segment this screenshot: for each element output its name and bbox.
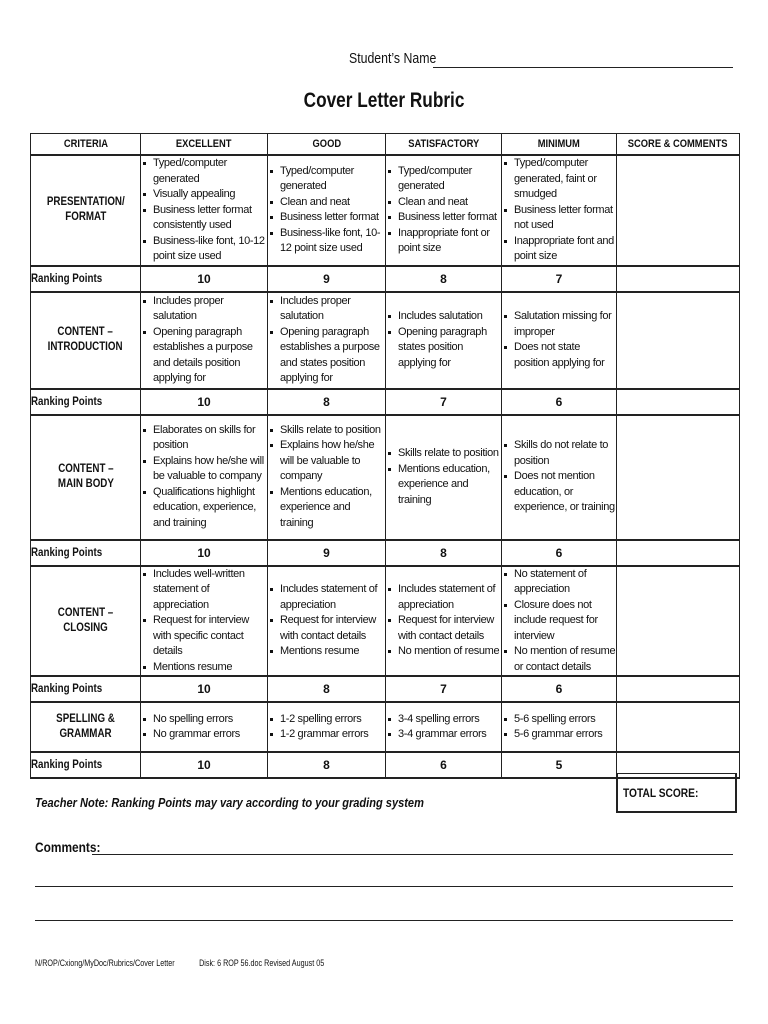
rubric-cell <box>502 292 617 389</box>
criterion-bullet: Includes proper salutation <box>268 294 385 325</box>
ranking-points-value: 9 <box>268 266 386 292</box>
column-header: SATISFACTORY <box>386 134 502 156</box>
criteria-name <box>31 415 141 540</box>
criterion-bullet: Skills do not relate to position <box>502 438 616 469</box>
ranking-points-value: 5 <box>502 752 617 778</box>
rubric-cell <box>268 292 386 389</box>
criteria-row <box>31 702 740 752</box>
ranking-points-value: 6 <box>502 676 617 702</box>
criteria-name-line: CONTENT – <box>57 463 114 475</box>
criteria-name-line: GRAMMAR <box>59 728 112 740</box>
criterion-bullet: 3-4 grammar errors <box>386 727 501 743</box>
rubric-cell <box>386 155 502 266</box>
criterion-bullet: No mention of resume <box>386 644 501 660</box>
criterion-bullet: Typed/computer generated <box>141 156 267 187</box>
criteria-name-line: PRESENTATION/ <box>46 196 125 209</box>
criterion-bullet: Opening paragraph establishes a purpose and states position applying for <box>268 325 385 387</box>
ranking-points-value: 8 <box>268 389 386 415</box>
criterion-bullet: Does not state position applying for <box>502 340 616 371</box>
comments-line[interactable] <box>35 920 733 921</box>
criteria-row <box>31 292 740 389</box>
criterion-bullet: 3-4 spelling errors <box>386 712 501 728</box>
criterion-bullet: Includes salutation <box>386 309 501 325</box>
rubric-table <box>30 133 740 779</box>
criteria-row <box>31 566 740 677</box>
ranking-points-value: 6 <box>502 540 617 566</box>
score-comments-cell[interactable] <box>617 292 740 389</box>
criterion-bullet: Request for interview with specific contact details <box>141 613 267 660</box>
ranking-points-value: 10 <box>141 540 268 566</box>
ranking-points-value: 9 <box>268 540 386 566</box>
rubric-cell <box>386 566 502 677</box>
ranking-points-value: 6 <box>502 389 617 415</box>
comments-line[interactable] <box>35 886 733 887</box>
criterion-bullet: No grammar errors <box>141 727 267 743</box>
rubric-cell <box>141 415 268 540</box>
criterion-bullet: Request for interview with contact details <box>268 613 385 644</box>
rubric-cell <box>268 566 386 677</box>
student-name-line[interactable] <box>433 67 733 68</box>
ranking-points-value: 8 <box>386 540 502 566</box>
criterion-bullet: Skills relate to position <box>268 423 385 439</box>
score-comments-cell[interactable] <box>617 566 740 677</box>
rubric-cell <box>386 415 502 540</box>
criterion-bullet: Clean and neat <box>268 195 385 211</box>
criterion-bullet: Typed/computer generated, faint or smudged <box>502 156 616 203</box>
footer-path: N/ROP/Cxiong/MyDoc/Rubrics/Cover Letter <box>35 958 175 968</box>
criterion-bullet: Request for interview with contact details <box>386 613 501 644</box>
criterion-bullet: Business letter format <box>386 210 501 226</box>
ranking-points-value: 7 <box>386 676 502 702</box>
criterion-bullet: Does not mention education, or experience, or training <box>502 469 616 516</box>
ranking-points-row <box>31 540 740 566</box>
rubric-cell <box>502 415 617 540</box>
rubric-cell <box>268 155 386 266</box>
ranking-points-value: 8 <box>268 752 386 778</box>
criteria-name <box>31 566 141 677</box>
criterion-bullet: Business-like font, 10-12 point size used <box>268 226 385 257</box>
ranking-points-row <box>31 266 740 292</box>
criterion-bullet: No statement of appreciation <box>502 567 616 598</box>
criterion-bullet: Visually appealing <box>141 187 267 203</box>
comments-label: Comments: <box>35 839 101 855</box>
ranking-points-label: Ranking Points <box>31 676 141 702</box>
rubric-cell <box>386 702 502 752</box>
criterion-bullet: Skills relate to position <box>386 446 501 462</box>
criterion-bullet: No mention of resume or contact details <box>502 644 616 675</box>
total-score-box[interactable] <box>616 773 737 813</box>
criterion-bullet: Mentions resume <box>141 660 267 676</box>
criterion-bullet: Clean and neat <box>386 195 501 211</box>
rubric-cell <box>141 702 268 752</box>
criterion-bullet: Business letter format <box>268 210 385 226</box>
ranking-points-value: 10 <box>141 676 268 702</box>
criterion-bullet: 1-2 grammar errors <box>268 727 385 743</box>
criteria-name-line: CONTENT – CLOSING <box>57 606 114 634</box>
ranking-points-value: 8 <box>268 676 386 702</box>
criterion-bullet: Explains how he/she will be valuable to company <box>268 438 385 485</box>
criterion-bullet: 5-6 grammar errors <box>502 727 616 743</box>
criteria-name-line: SPELLING & <box>56 713 115 725</box>
criterion-bullet: 1-2 spelling errors <box>268 712 385 728</box>
ranking-points-value: 10 <box>141 389 268 415</box>
criterion-bullet: Salutation missing for improper <box>502 309 616 340</box>
rubric-cell <box>502 702 617 752</box>
criterion-bullet: Inappropriate font and point size <box>502 234 616 265</box>
column-header: GOOD <box>268 134 386 156</box>
ranking-points-label: Ranking Points <box>31 266 141 292</box>
column-header: CRITERIA <box>31 134 141 156</box>
criteria-row <box>31 415 740 540</box>
criteria-name <box>31 292 141 389</box>
criteria-row <box>31 155 740 266</box>
criterion-bullet: Opening paragraph states position applying for <box>386 325 501 372</box>
criteria-name-line: INTRODUCTION <box>48 341 123 353</box>
rubric-cell <box>141 155 268 266</box>
criteria-name-line: MAIN BODY <box>57 478 114 490</box>
score-entry-cell[interactable] <box>617 389 740 415</box>
ranking-points-label: Ranking Points <box>31 752 141 778</box>
ranking-points-value: 8 <box>386 266 502 292</box>
criterion-bullet: Inappropriate font or point size <box>386 226 501 257</box>
score-comments-cell[interactable] <box>617 155 740 266</box>
rubric-cell <box>502 566 617 677</box>
criterion-bullet: Includes statement of appreciation <box>386 582 501 613</box>
criterion-bullet: 5-6 spelling errors <box>502 712 616 728</box>
criteria-name-line: FORMAT <box>64 211 107 224</box>
score-comments-cell[interactable] <box>617 702 740 752</box>
criterion-bullet: Explains how he/she will be valuable to company <box>141 454 267 485</box>
footer <box>35 958 347 968</box>
criterion-bullet: Business letter format consistently used <box>141 203 267 234</box>
ranking-points-label: Ranking Points <box>31 389 141 415</box>
rubric-cell <box>386 292 502 389</box>
criterion-bullet: No spelling errors <box>141 712 267 728</box>
ranking-points-value: 10 <box>141 752 268 778</box>
teacher-note: Teacher Note: Ranking Points may vary according to your grading system <box>35 795 424 810</box>
criterion-bullet: Includes proper salutation <box>141 294 267 325</box>
criterion-bullet: Qualifications highlight education, experience, and training <box>141 485 267 532</box>
criterion-bullet: Mentions resume <box>268 644 385 660</box>
ranking-points-row <box>31 676 740 702</box>
score-entry-cell[interactable] <box>617 676 740 702</box>
table-header-row <box>31 134 740 156</box>
rubric-cell <box>268 415 386 540</box>
ranking-points-label: Ranking Points <box>31 540 141 566</box>
criterion-bullet: Typed/computer generated <box>268 164 385 195</box>
score-entry-cell[interactable] <box>617 266 740 292</box>
footer-disk: Disk: 6 ROP 56.doc Revised August 05 <box>199 958 325 968</box>
criterion-bullet: Business-like font, 10-12 point size used <box>141 234 267 265</box>
comments-line[interactable] <box>92 854 733 855</box>
criteria-name-line: CONTENT – <box>57 326 114 338</box>
criteria-name <box>31 702 141 752</box>
criterion-bullet: Includes statement of appreciation <box>268 582 385 613</box>
total-score-label: TOTAL SCORE: <box>623 786 699 800</box>
rubric-cell <box>141 566 268 677</box>
score-entry-cell[interactable] <box>617 540 740 566</box>
criterion-bullet: Opening paragraph establishes a purpose and details position applying for <box>141 325 267 387</box>
criterion-bullet: Elaborates on skills for position <box>141 423 267 454</box>
student-name-label: Student’s Name <box>349 50 437 67</box>
score-comments-cell[interactable] <box>617 415 740 540</box>
page-title: Cover Letter Rubric <box>303 89 465 112</box>
rubric-cell <box>141 292 268 389</box>
column-header: SCORE & COMMENTS <box>617 134 740 156</box>
column-header: MINIMUM <box>502 134 617 156</box>
criterion-bullet: Mentions education, experience and training <box>268 485 385 532</box>
criterion-bullet: Includes well-written statement of appreciation <box>141 567 267 614</box>
ranking-points-value: 10 <box>141 266 268 292</box>
criterion-bullet: Mentions education, experience and training <box>386 462 501 509</box>
ranking-points-value: 7 <box>386 389 502 415</box>
criterion-bullet: Typed/computer generated <box>386 164 501 195</box>
criterion-bullet: Business letter format not used <box>502 203 616 234</box>
rubric-cell <box>268 702 386 752</box>
ranking-points-row <box>31 389 740 415</box>
column-header: EXCELLENT <box>141 134 268 156</box>
criterion-bullet: Closure does not include request for interview <box>502 598 616 645</box>
rubric-cell <box>502 155 617 266</box>
ranking-points-value: 6 <box>386 752 502 778</box>
criteria-name <box>31 155 141 266</box>
ranking-points-value: 7 <box>502 266 617 292</box>
